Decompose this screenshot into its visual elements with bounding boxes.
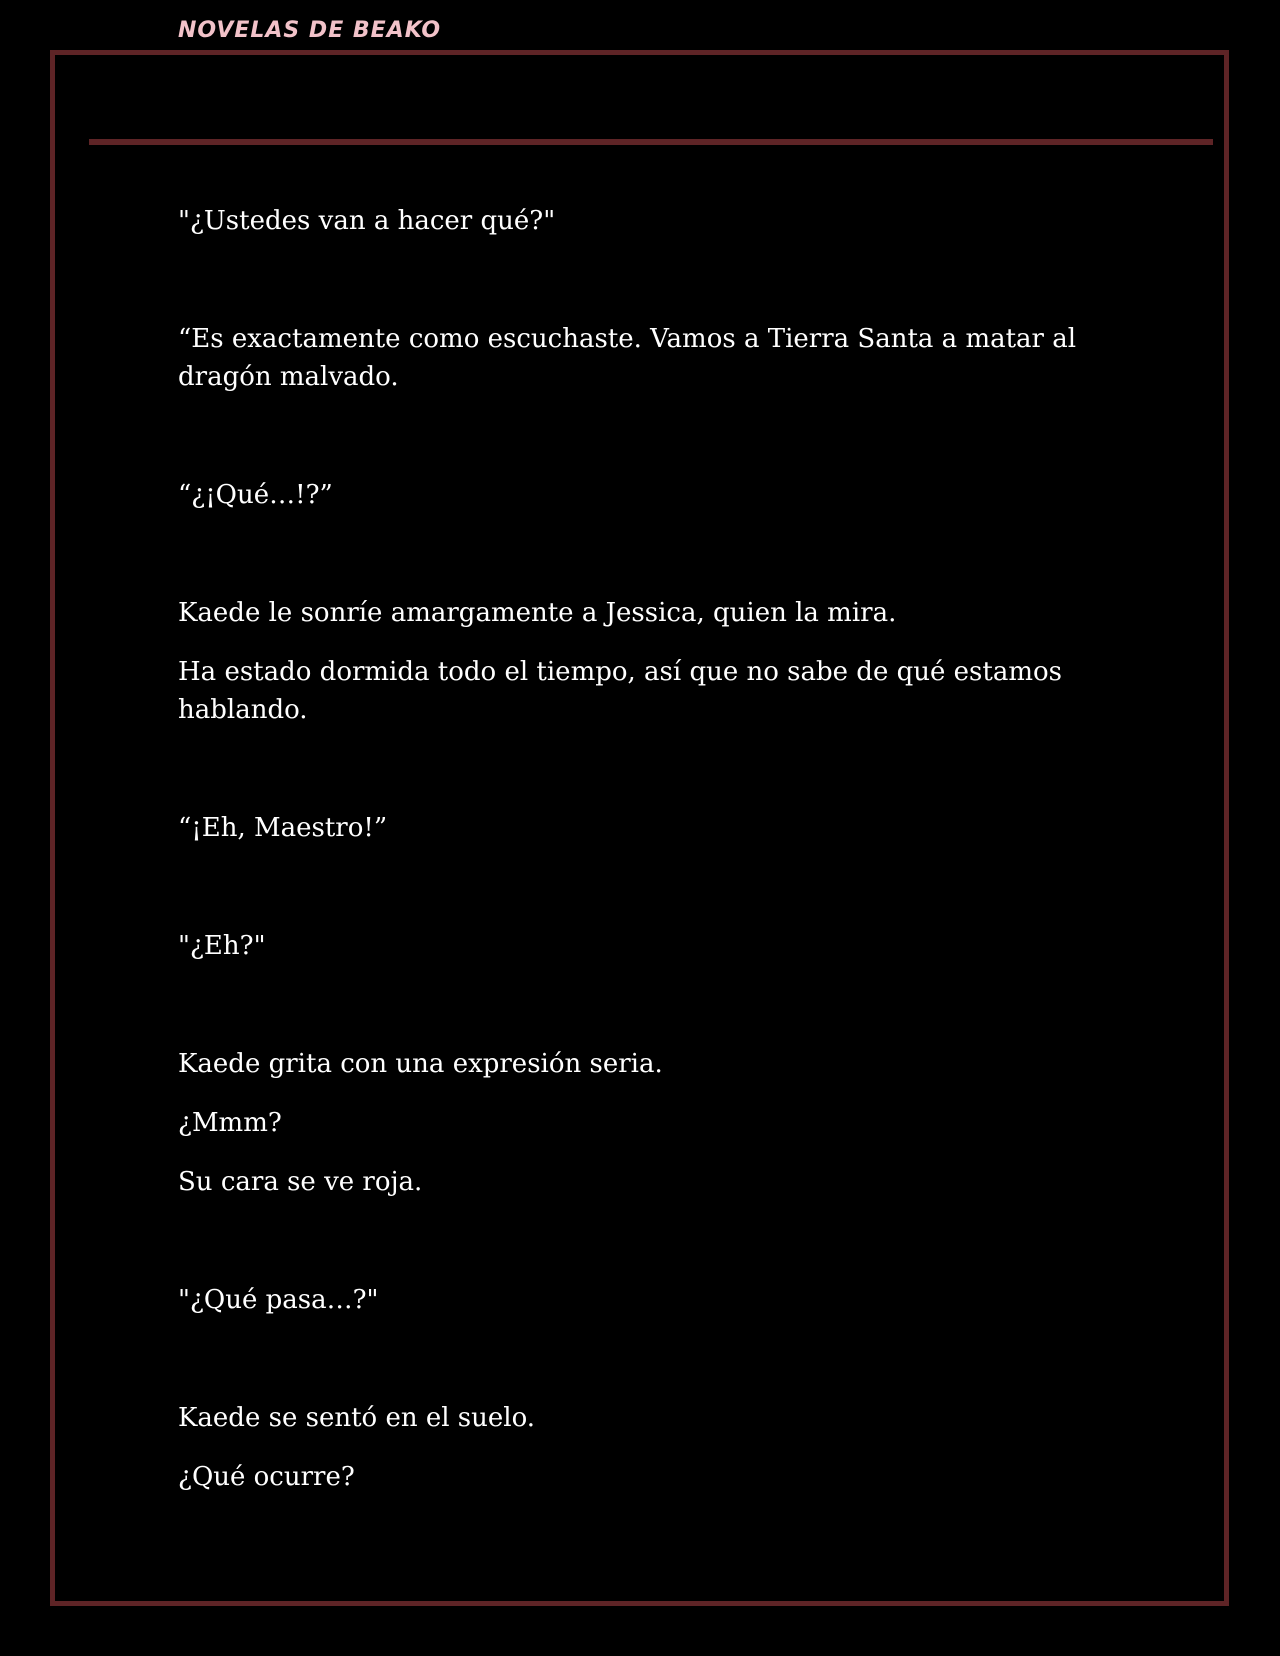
paragraph: Kaede grita con una expresión seria.: [178, 1049, 663, 1079]
paragraph: Kaede le sonríe amargamente a Jessica, quien la mira.: [178, 598, 897, 628]
paragraph: Su cara se ve roja.: [178, 1167, 423, 1197]
paragraph: "¿Ustedes van a hacer qué?": [178, 206, 556, 236]
site-title[interactable]: NOVELAS DE BEAKO: [178, 18, 442, 43]
paragraph: “Es exactamente como escuchaste. Vamos a Tierra Santa a matar al dragón malvado.: [178, 324, 1077, 392]
header-divider: [89, 139, 1213, 145]
paragraph: Kaede se sentó en el suelo.: [178, 1403, 536, 1433]
paragraph: ¿Mmm?: [178, 1108, 282, 1138]
paragraph: “¿¡Qué…!?”: [178, 480, 333, 510]
paragraph: “¡Eh, Maestro!”: [178, 813, 388, 843]
paragraph: ¿Qué ocurre?: [178, 1462, 355, 1492]
paragraph: "¿Eh?": [178, 931, 266, 961]
paragraph: "¿Qué pasa…?": [178, 1285, 379, 1315]
chapter-text: [178, 202, 1078, 1496]
paragraph: Ha estado dormida todo el tiempo, así que no sabe de qué estamos hablando.: [178, 657, 1062, 725]
